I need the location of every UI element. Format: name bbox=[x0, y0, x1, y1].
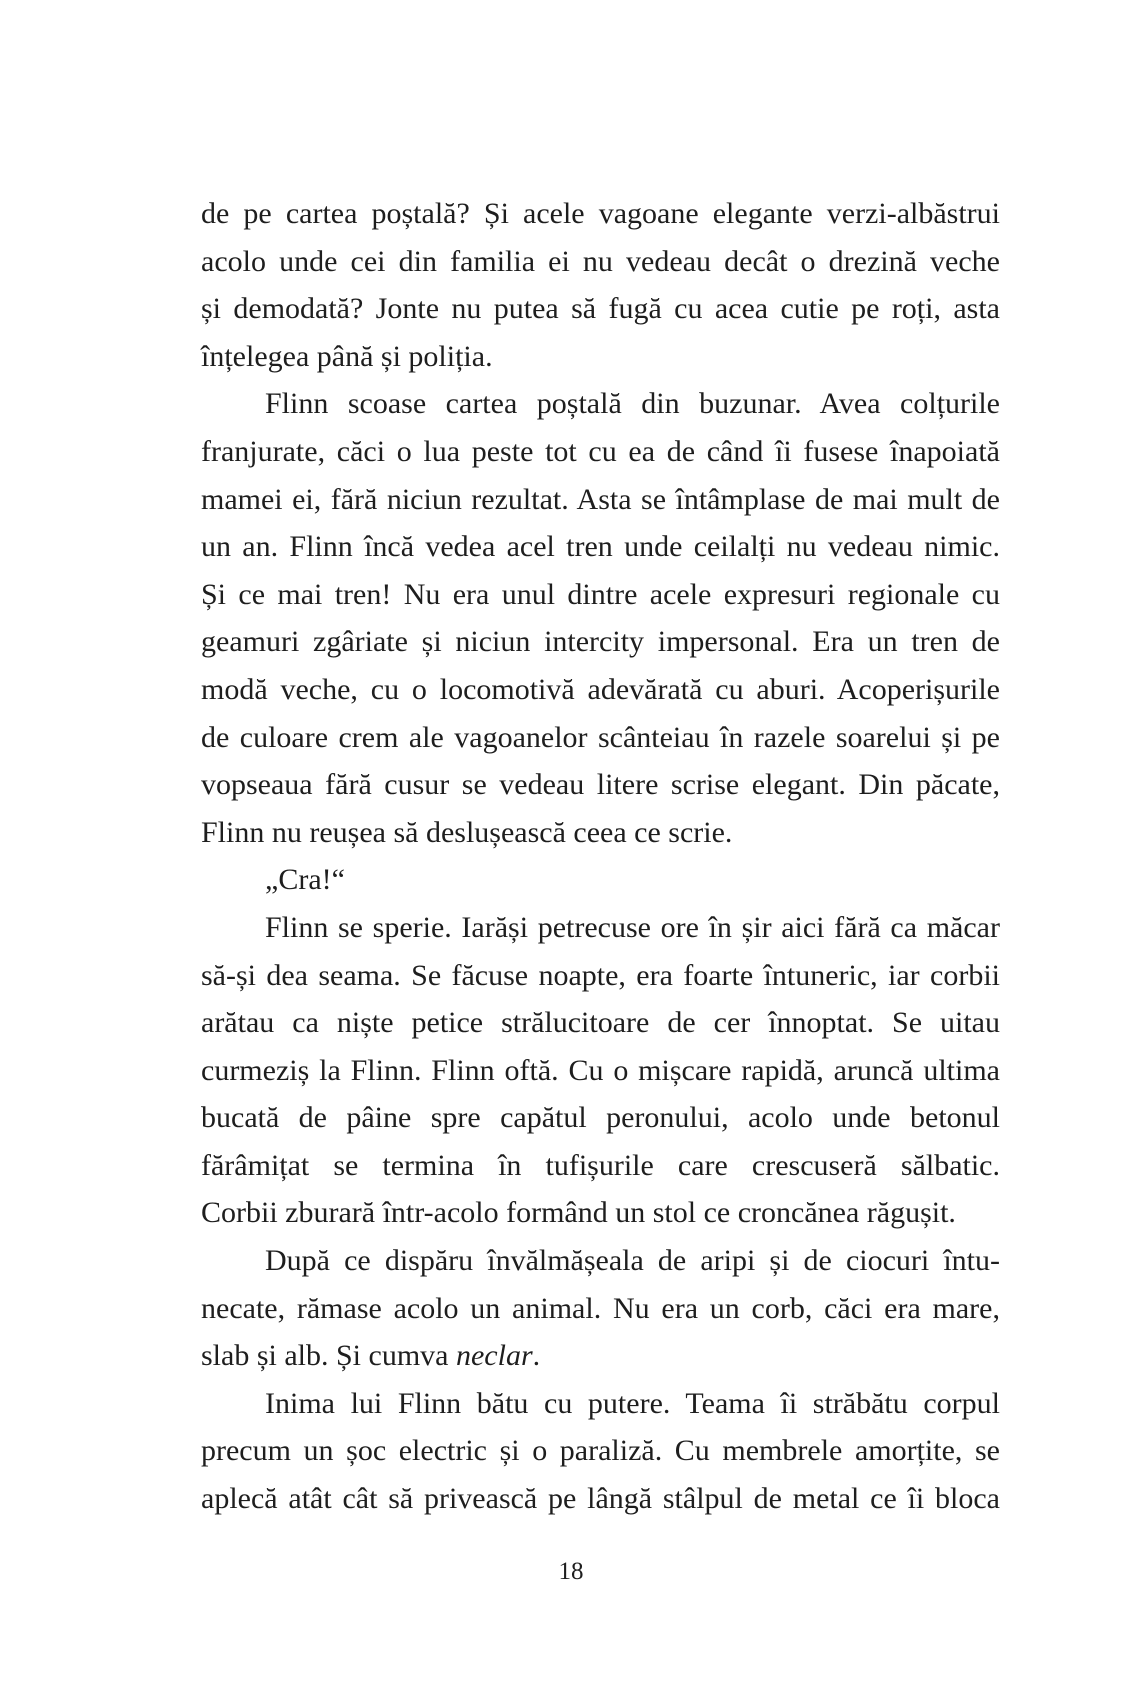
text-line: geamuri zgâriate și niciun intercity impersonal. Era un tren de bbox=[201, 625, 1000, 659]
text-line: Flinn nu reușea să deslușească ceea ce scrie. bbox=[201, 815, 733, 849]
text-line: un an. Flinn încă vedea acel tren unde ceilalți nu vedeau nimic. bbox=[201, 530, 1000, 564]
text-line: arătau ca niște petice strălucitoare de cer înnoptat. Se uitau bbox=[201, 1006, 1000, 1040]
text-line-with-italic bbox=[201, 1332, 1000, 1380]
page-number: 18 bbox=[558, 1558, 584, 1585]
text-line: fărâmițat se termina în tufișurile care crescuseră sălbatic. bbox=[201, 1148, 1000, 1182]
text-line: franjurate, căci o lua peste tot cu ea de când îi fusese înapoiată bbox=[201, 434, 1000, 468]
text-line: precum un șoc electric și o paraliză. Cu membrele amorțite, se bbox=[201, 1434, 1000, 1468]
text-line: Inima lui Flinn bătu cu putere. Teama îi străbătu corpul bbox=[265, 1386, 1000, 1420]
text-line: curmeziș la Flinn. Flinn oftă. Cu o mișcare rapidă, aruncă ultima bbox=[201, 1053, 1000, 1087]
italic-word: neclar bbox=[455, 1339, 533, 1373]
text-line: de pe cartea poștală? Și acele vagoane elegante verzi-albăstrui bbox=[201, 197, 1000, 230]
text-line: După ce dispăru învălmășeala de aripi și de ciocuri întu- bbox=[265, 1244, 1000, 1278]
text-line: acolo unde cei din familia ei nu vedeau decât o drezină veche bbox=[201, 244, 1000, 278]
text-line-end: . bbox=[532, 1339, 541, 1373]
text-line-start: slab și alb. Și cumva bbox=[201, 1339, 456, 1373]
text-line: Flinn scoase cartea poștală din buzunar. Avea colțurile bbox=[265, 387, 1000, 421]
text-line: înțelegea până și poliția. bbox=[201, 339, 493, 373]
text-line: mamei ei, fără niciun rezultat. Asta se întâmplase de mai mult de bbox=[201, 482, 1000, 516]
text-line: Flinn se sperie. Iarăși petrecuse ore în șir aici fără ca măcar bbox=[265, 910, 1000, 944]
text-line: bucată de pâine spre capătul peronului, acolo unde betonul bbox=[201, 1101, 1000, 1135]
text-line: „Cra!“ bbox=[265, 863, 345, 897]
text-line: de culoare crem ale vagoanelor scânteiau în razele soarelui și pe bbox=[201, 720, 1000, 754]
body-text bbox=[201, 190, 1000, 1523]
text-line: modă veche, cu o locomotivă adevărată cu aburi. Acoperișurile bbox=[201, 672, 1000, 706]
text-line: aplecă atât cât să privească pe lângă stâlpul de metal ce îi bloca bbox=[201, 1482, 1000, 1516]
text-line: și demodată? Jonte nu putea să fugă cu acea cutie pe roți, asta bbox=[201, 292, 1000, 326]
text-line: vopseaua fără cusur se vedeau litere scrise elegant. Din păcate, bbox=[201, 768, 1000, 802]
text-line: Corbii zburară într-acolo formând un stol ce croncănea răgușit. bbox=[201, 1196, 956, 1230]
text-line: necate, rămase acolo un animal. Nu era un corb, căci era mare, bbox=[201, 1291, 1000, 1325]
text-line: să-și dea seama. Se făcuse noapte, era foarte întuneric, iar corbii bbox=[201, 958, 1000, 992]
text-line: Și ce mai tren! Nu era unul dintre acele expresuri regionale cu bbox=[201, 577, 1000, 611]
